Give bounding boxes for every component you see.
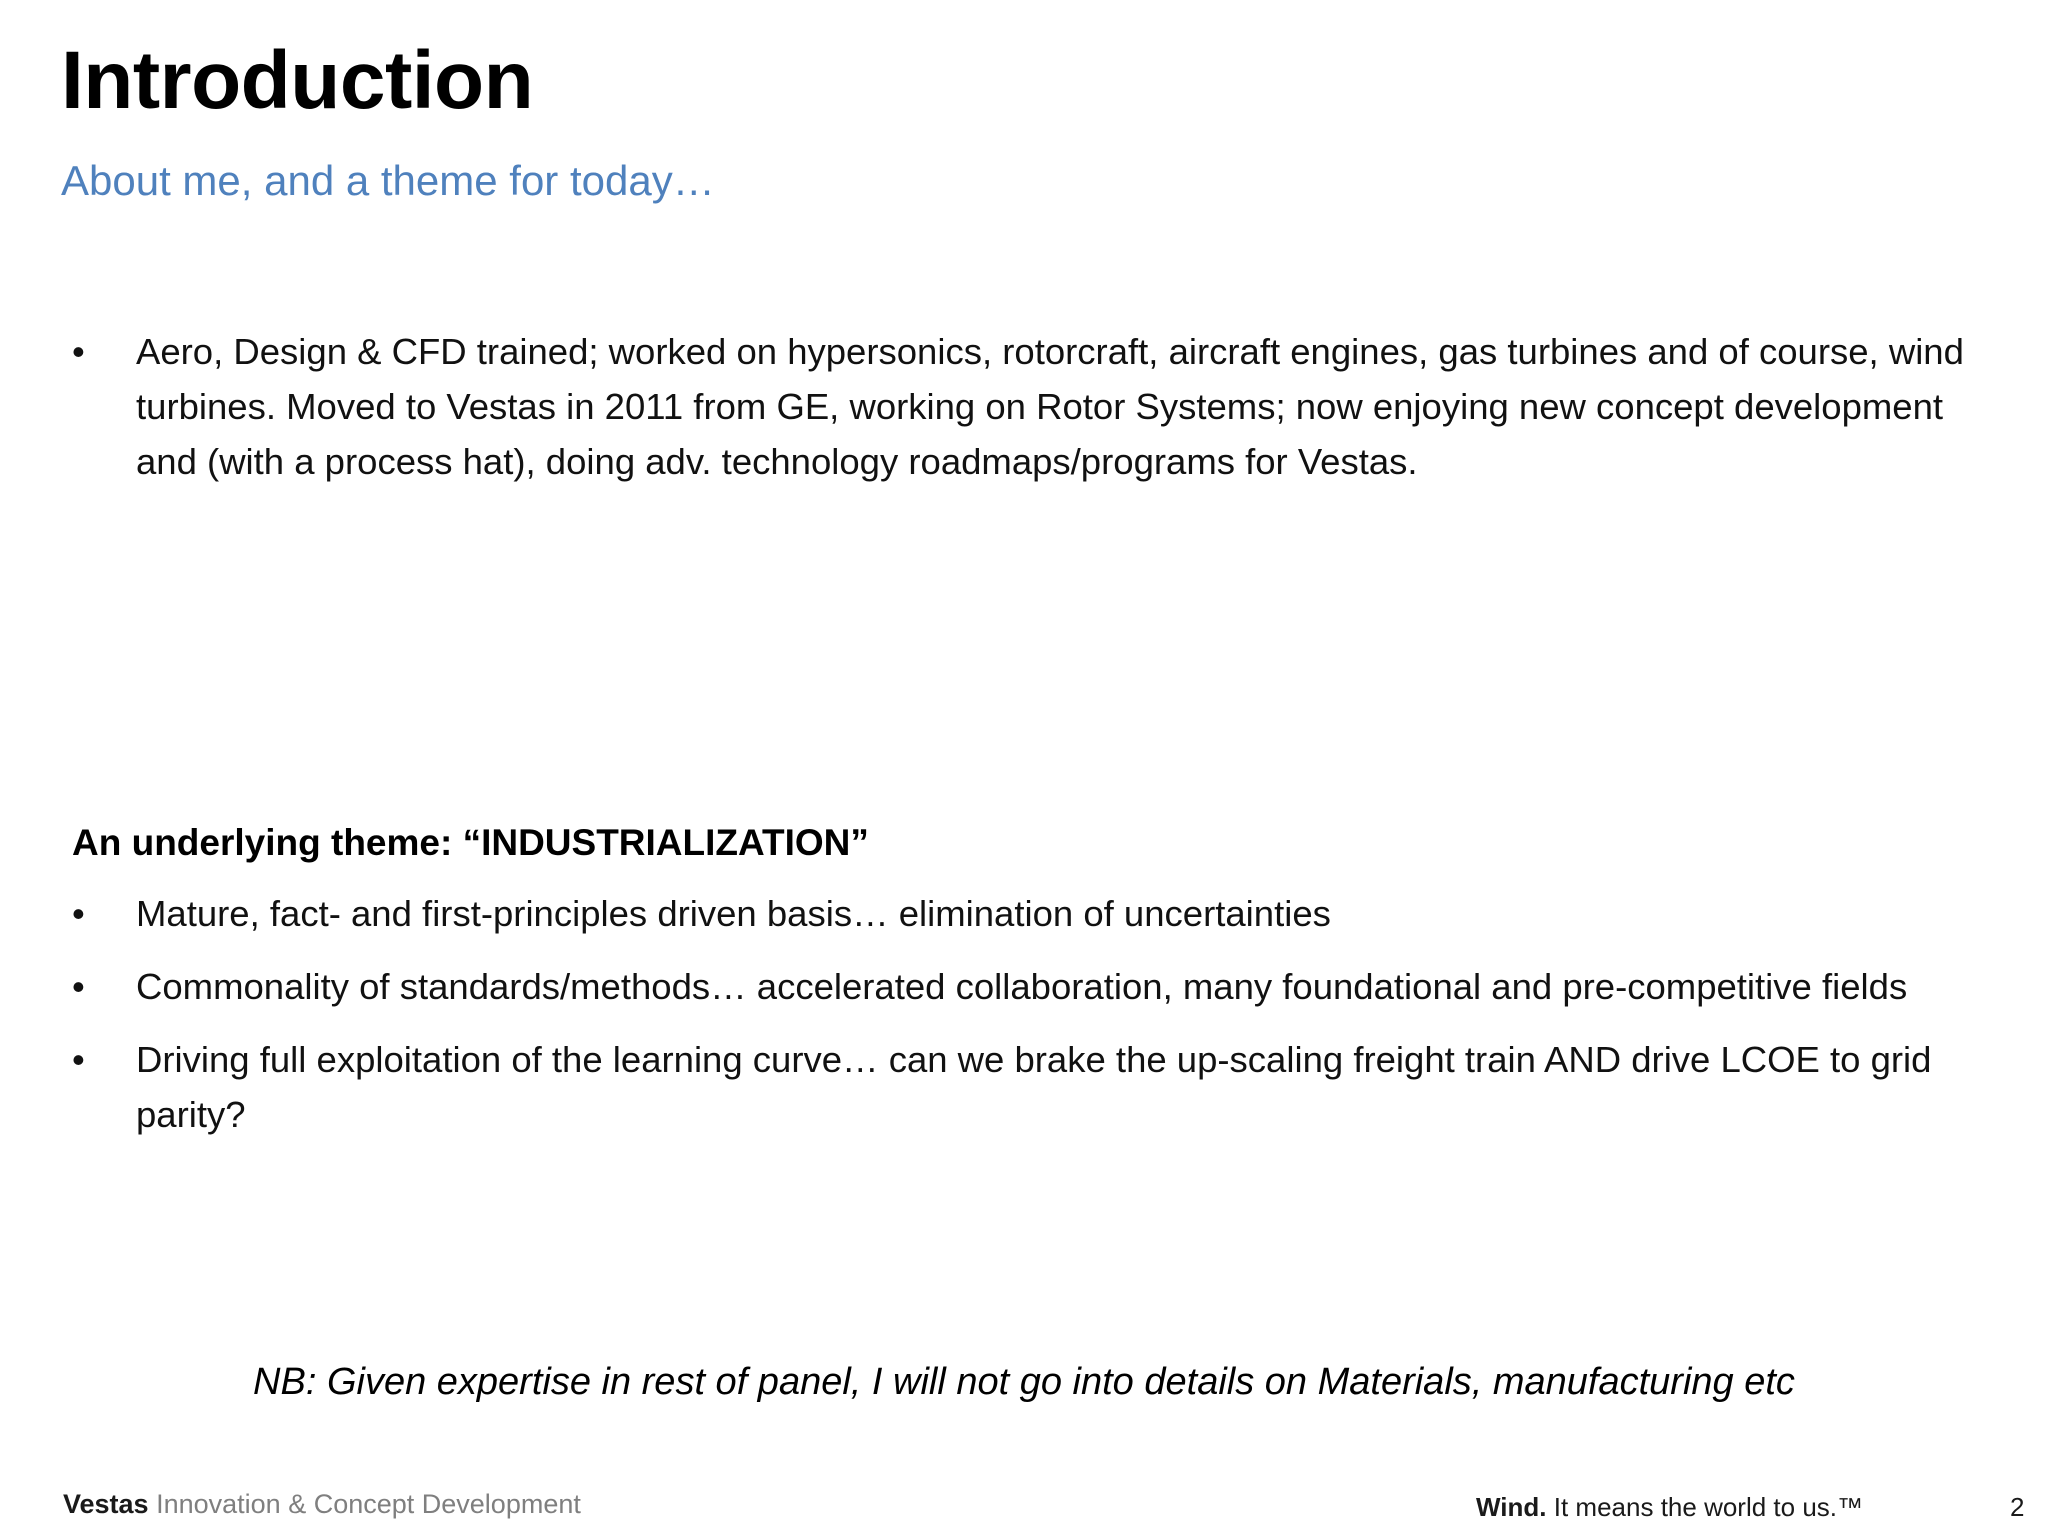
bullet-marker: • [72, 966, 85, 1007]
bullet-marker: • [72, 1039, 85, 1080]
department-name: Innovation & Concept Development [156, 1489, 581, 1519]
footer-tagline [1476, 1492, 1863, 1523]
tagline-text: It means the world to us.™ [1553, 1492, 1864, 1522]
slide-title: Introduction [61, 35, 534, 126]
theme-bullet-list [72, 886, 1992, 1160]
page-number: 2 [2010, 1492, 2025, 1522]
list-item [72, 1032, 1992, 1142]
list-item [72, 886, 1992, 941]
list-item [72, 959, 1992, 1014]
about-bullet-list [72, 324, 1992, 489]
bullet-text: Aero, Design & CFD trained; worked on hypersonics, rotorcraft, aircraft engines, gas turbines and of course, wind turbines. Moved to Vestas in 2011 from GE, working on Rotor Systems; now enjoying new concept development and (with a process hat), doing adv. technology roadmaps/programs for Vestas. [136, 331, 1964, 482]
tagline-bold: Wind. [1476, 1492, 1547, 1522]
list-item [72, 324, 1992, 489]
bullet-marker: • [72, 893, 85, 934]
vestas-brand: Vestas [63, 1489, 149, 1519]
bullet-text: Driving full exploitation of the learning curve… can we brake the up-scaling freight train AND drive LCOE to grid parity? [136, 1039, 1932, 1135]
footnote: NB: Given expertise in rest of panel, I will not go into details on Materials, manufacturing etc [253, 1361, 1795, 1403]
bullet-text: Commonality of standards/methods… accelerated collaboration, many foundational and pre-competitive fields [136, 966, 1908, 1007]
theme-heading: An underlying theme: “INDUSTRIALIZATION” [72, 822, 869, 863]
footer-branding [63, 1488, 581, 1520]
bullet-text: Mature, fact- and first-principles driven basis… elimination of uncertainties [136, 893, 1331, 934]
bullet-marker: • [72, 331, 85, 372]
slide-subtitle: About me, and a theme for today… [61, 157, 715, 204]
